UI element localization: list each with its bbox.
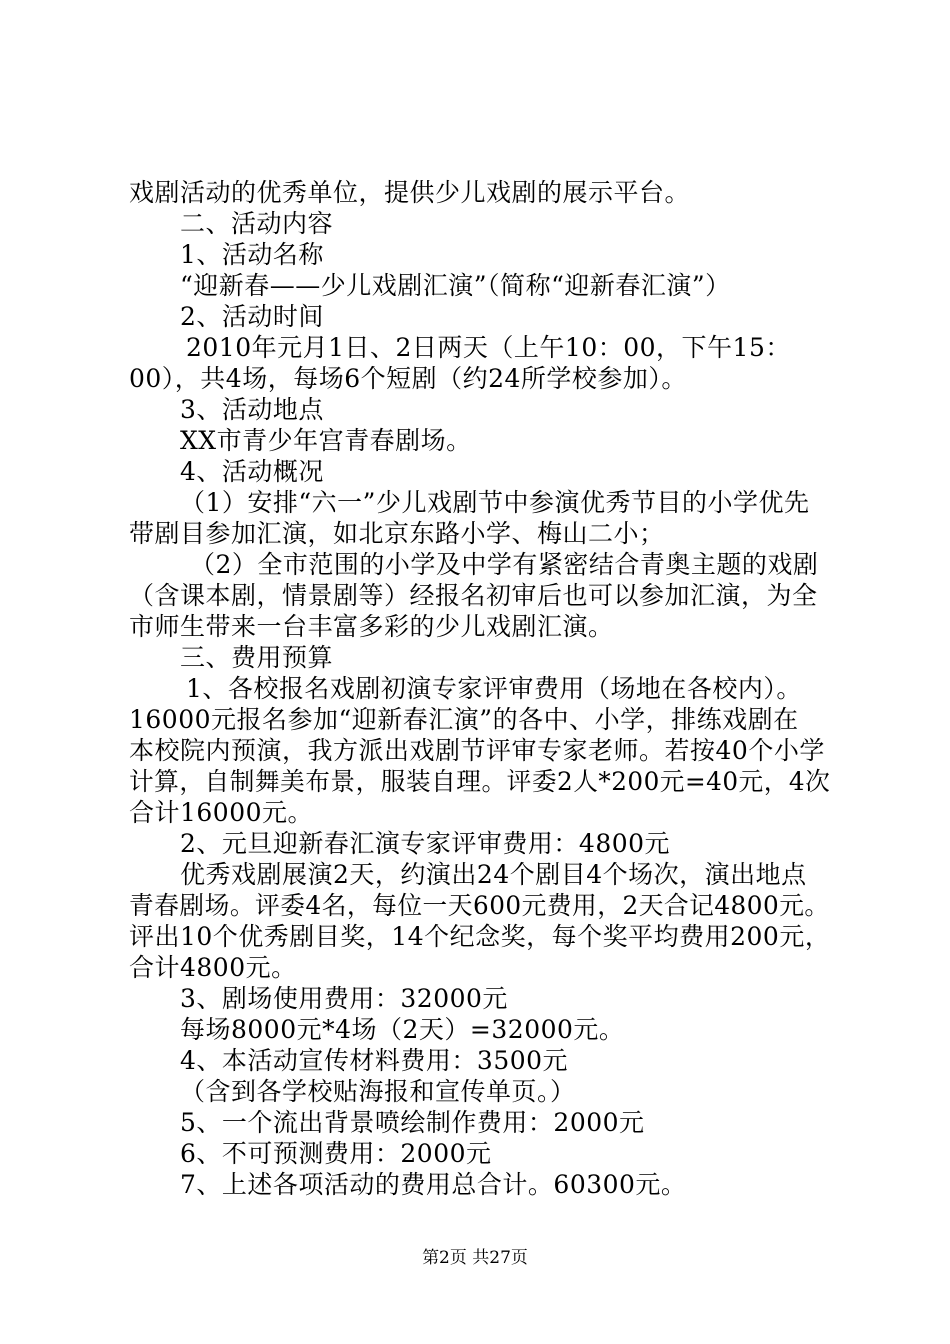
body-text-line: （2）全市范围的小学及中学有紧密结合青奥主题的戏剧 [190, 550, 819, 579]
subsection-heading: 2、活动时间 [180, 302, 324, 331]
body-text-line: 青春剧场。评委4名，每位一天600元费用，2天合记4800元。 [129, 891, 830, 920]
subsection-heading: 5、一个流出背景喷绘制作费用：2000元 [180, 1108, 645, 1137]
section-heading: 三、费用预算 [180, 643, 334, 672]
body-text-line: 计算，自制舞美布景，服装自理。评委2人*200元=40元，4次 [129, 767, 831, 796]
body-text-line: 本校院内预演，我方派出戏剧节评审专家老师。若按40个小学 [129, 736, 825, 765]
subsection-heading: 7、上述各项活动的费用总合计。60300元。 [180, 1170, 687, 1199]
body-text-line: 每场8000元*4场（2天）=32000元。 [180, 1015, 625, 1044]
subsection-heading: 4、活动概况 [180, 457, 324, 486]
body-text-line: 00），共4场，每场6个短剧（约24所学校参加）。 [129, 364, 687, 393]
page-number-footer: 第2页 共27页 [422, 1248, 528, 1268]
subsection-heading: 2、元旦迎新春汇演专家评审费用：4800元 [180, 829, 671, 858]
subsection-heading: 3、活动地点 [180, 395, 324, 424]
body-text-line: 优秀戏剧展演2天，约演出24个剧目4个场次，演出地点 [180, 860, 807, 889]
subsection-heading: 4、本活动宣传材料费用：3500元 [180, 1046, 569, 1075]
body-text-line: XX市青少年宫青春剧场。 [180, 426, 472, 455]
body-text-line: 16000元报名参加“迎新春汇演”的各中、小学，排练戏剧在 [129, 705, 799, 734]
body-text-line: 合计16000元。 [129, 798, 314, 827]
subsection-heading: 6、不可预测费用：2000元 [180, 1139, 492, 1168]
body-text-line: （1）安排“六一”少儿戏剧节中参演优秀节目的小学优先 [180, 488, 810, 517]
body-text-line: 带剧目参加汇演，如北京东路小学、梅山二小； [129, 519, 665, 548]
section-heading: 二、活动内容 [180, 209, 334, 238]
body-text-line: 市师生带来一台丰富多彩的少儿戏剧汇演。 [129, 612, 614, 641]
subsection-heading: 3、剧场使用费用：32000元 [180, 984, 508, 1013]
body-text-line: 2010年元月1日、2日两天（上午10：00，下午15： [186, 333, 791, 362]
body-text-line: 戏剧活动的优秀单位，提供少儿戏剧的展示平台。 [129, 178, 691, 207]
body-text-line: 合计4800元。 [129, 953, 297, 982]
body-text-line: “迎新春——少儿戏剧汇演”（简称“迎新春汇演”） [180, 271, 731, 300]
body-text-line: （含课本剧，情景剧等）经报名初审后也可以参加汇演，为全 [129, 581, 818, 610]
body-text-line: 1、各校报名戏剧初演专家评审费用（场地在各校内）。 [186, 674, 802, 703]
body-text-line: 评出10个优秀剧目奖，14个纪念奖，每个奖平均费用200元， [129, 922, 831, 951]
subsection-heading: 1、活动名称 [180, 240, 324, 269]
body-text-line: （含到各学校贴海报和宣传单页。） [180, 1077, 576, 1106]
